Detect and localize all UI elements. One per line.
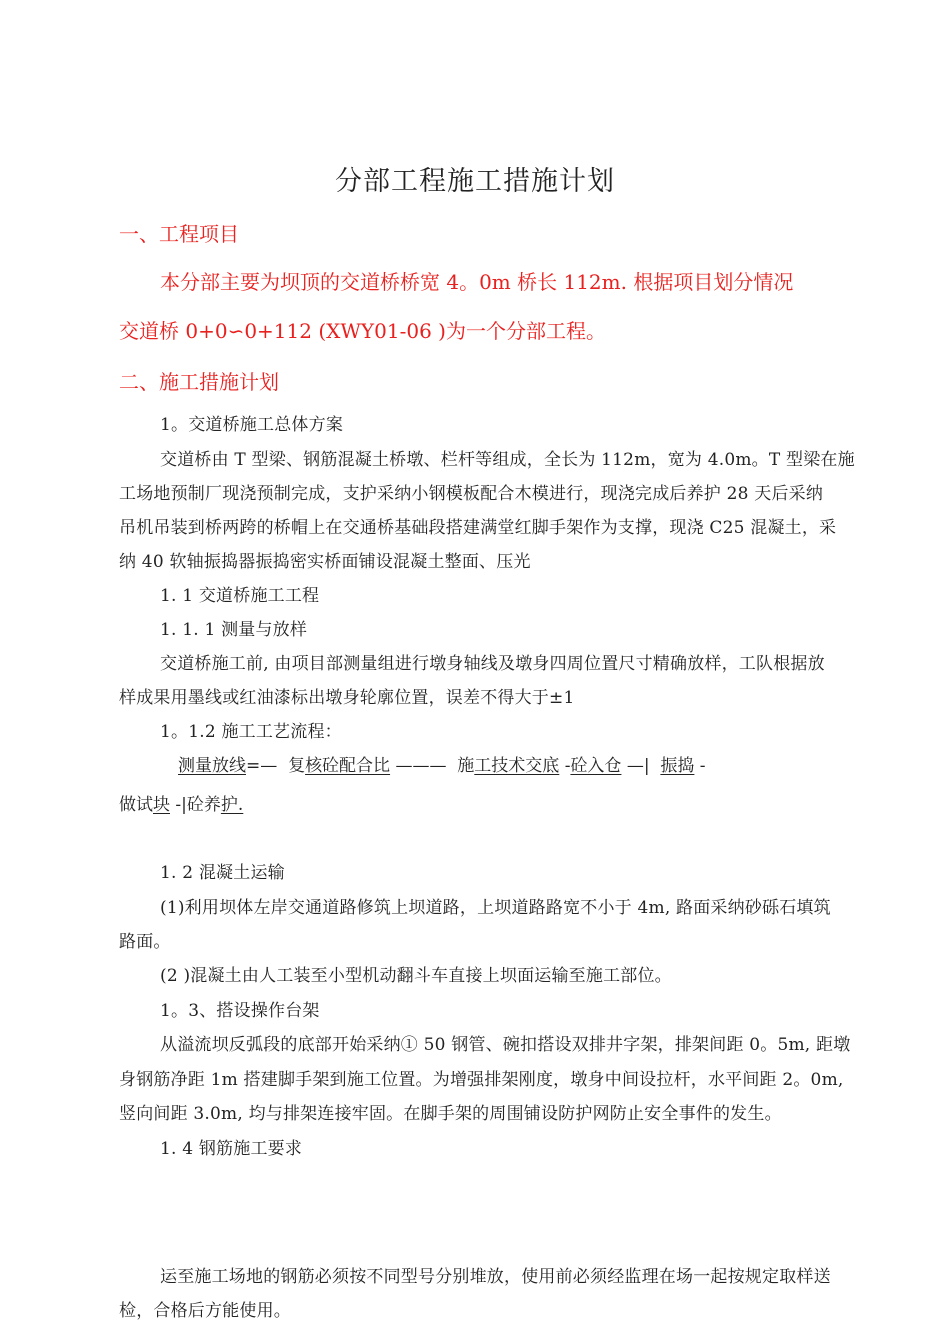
paragraph-line: 从溢流坝反弧段的底部开始采纳① 50 钢管、碗扣搭设双排井字架，排架间距 0。5m, 距墩	[160, 1035, 851, 1055]
flow-step: 工技术交底	[474, 756, 560, 776]
flow-step-prefix: 复	[288, 756, 306, 776]
project-paragraph-line: 本分部主要为坝顶的交道桥桥宽 4。0m 桥长 112m. 根据项目划分情况	[160, 270, 794, 294]
flow-arrow: -	[564, 756, 571, 776]
flow-arrow: -	[699, 756, 706, 776]
paragraph-line: 纳 40 软轴振捣器振捣密实桥面铺设混凝土整面、压光	[119, 552, 531, 572]
flow-step: 测量放线	[178, 756, 246, 776]
paragraph-line: 身钢筋净距 1m 搭建脚手架到施工位置。为增强排架刚度，墩身中间设拉杆，水平间距 2。0m,	[119, 1070, 844, 1090]
paragraph-line: (1)利用坝体左岸交通道路修筑上坝道路，上坝道路路宽不小于 4m, 路面采纳砂砾石填筑	[160, 898, 831, 918]
flow-step: 振捣	[660, 756, 695, 776]
paragraph-line: 运至施工场地的钢筋必须按不同型号分别堆放，使用前必须经监理在场一起按规定取样送	[160, 1267, 831, 1287]
paragraph-line: 路面。	[119, 932, 171, 952]
subsection-title: 1. 4 钢筋施工要求	[160, 1139, 303, 1159]
paragraph-line: 吊机吊装到桥两跨的桥帽上在交通桥基础段搭建满堂红脚手架作为支撑，现浇 C25 混凝土，采	[119, 518, 837, 538]
flow-step-prefix: 做试	[119, 795, 153, 815]
flow-arrow: =—	[246, 756, 278, 776]
paragraph-line: 检，合格后方能使用。	[119, 1301, 291, 1321]
paragraph-line: (2 )混凝土由人工装至小型机动翻斗车直接上坝面运输至施工部位。	[160, 966, 672, 986]
flow-arrow: -|	[175, 795, 187, 815]
project-paragraph-line: 交道桥 0+0∽0+112 (XWY01-06 )为一个分部工程。	[119, 319, 606, 343]
paragraph-line: 交道桥施工前, 由项目部测量组进行墩身轴线及墩身四周位置尺寸精确放样，工队根据放	[160, 654, 825, 674]
section-heading-project: 一、工程项目	[119, 222, 239, 246]
flow-step-prefix: 砼养	[186, 795, 221, 815]
flow-step: 砼入仓	[570, 756, 622, 776]
flow-arrow: —|	[626, 756, 650, 776]
document-title: 分部工程施工措施计划	[335, 166, 615, 197]
flow-step-prefix: 施	[457, 756, 475, 776]
paragraph-line: 样成果用墨线或红油漆标出墩身轮廓位置，误差不得大于±1	[119, 688, 575, 708]
flow-step: 核砼配合比	[305, 756, 391, 776]
process-flow-line	[178, 755, 706, 777]
flow-arrow: ———	[395, 756, 447, 776]
subsection-title: 1. 1. 1 测量与放样	[160, 620, 308, 640]
flow-step: 护.	[220, 795, 244, 815]
subsection-title: 1. 2 混凝土运输	[160, 863, 285, 883]
paragraph-line: 交道桥由 T 型梁、钢筋混凝土桥墩、栏杆等组成，全长为 112m，宽为 4.0m。T 型梁在施	[160, 450, 855, 470]
subsection-title: 1。1.2 施工工艺流程：	[160, 722, 342, 742]
section-heading-measures: 二、施工措施计划	[119, 370, 279, 394]
process-flow-line	[119, 794, 243, 816]
flow-step: 块	[153, 795, 170, 815]
paragraph-line: 工场地预制厂现浇预制完成，支护采纳小钢模板配合木模进行，现浇完成后养护 28 天后采纳	[119, 484, 824, 504]
paragraph-line: 竖向间距 3.0m, 均与排架连接牢固。在脚手架的周围铺设防护网防止安全事件的发生。	[119, 1104, 782, 1124]
subsection-title: 1。交道桥施工总体方案	[160, 415, 344, 435]
subsection-title: 1。3、搭设操作台架	[160, 1001, 320, 1021]
subsection-title: 1. 1 交道桥施工工程	[160, 586, 320, 606]
